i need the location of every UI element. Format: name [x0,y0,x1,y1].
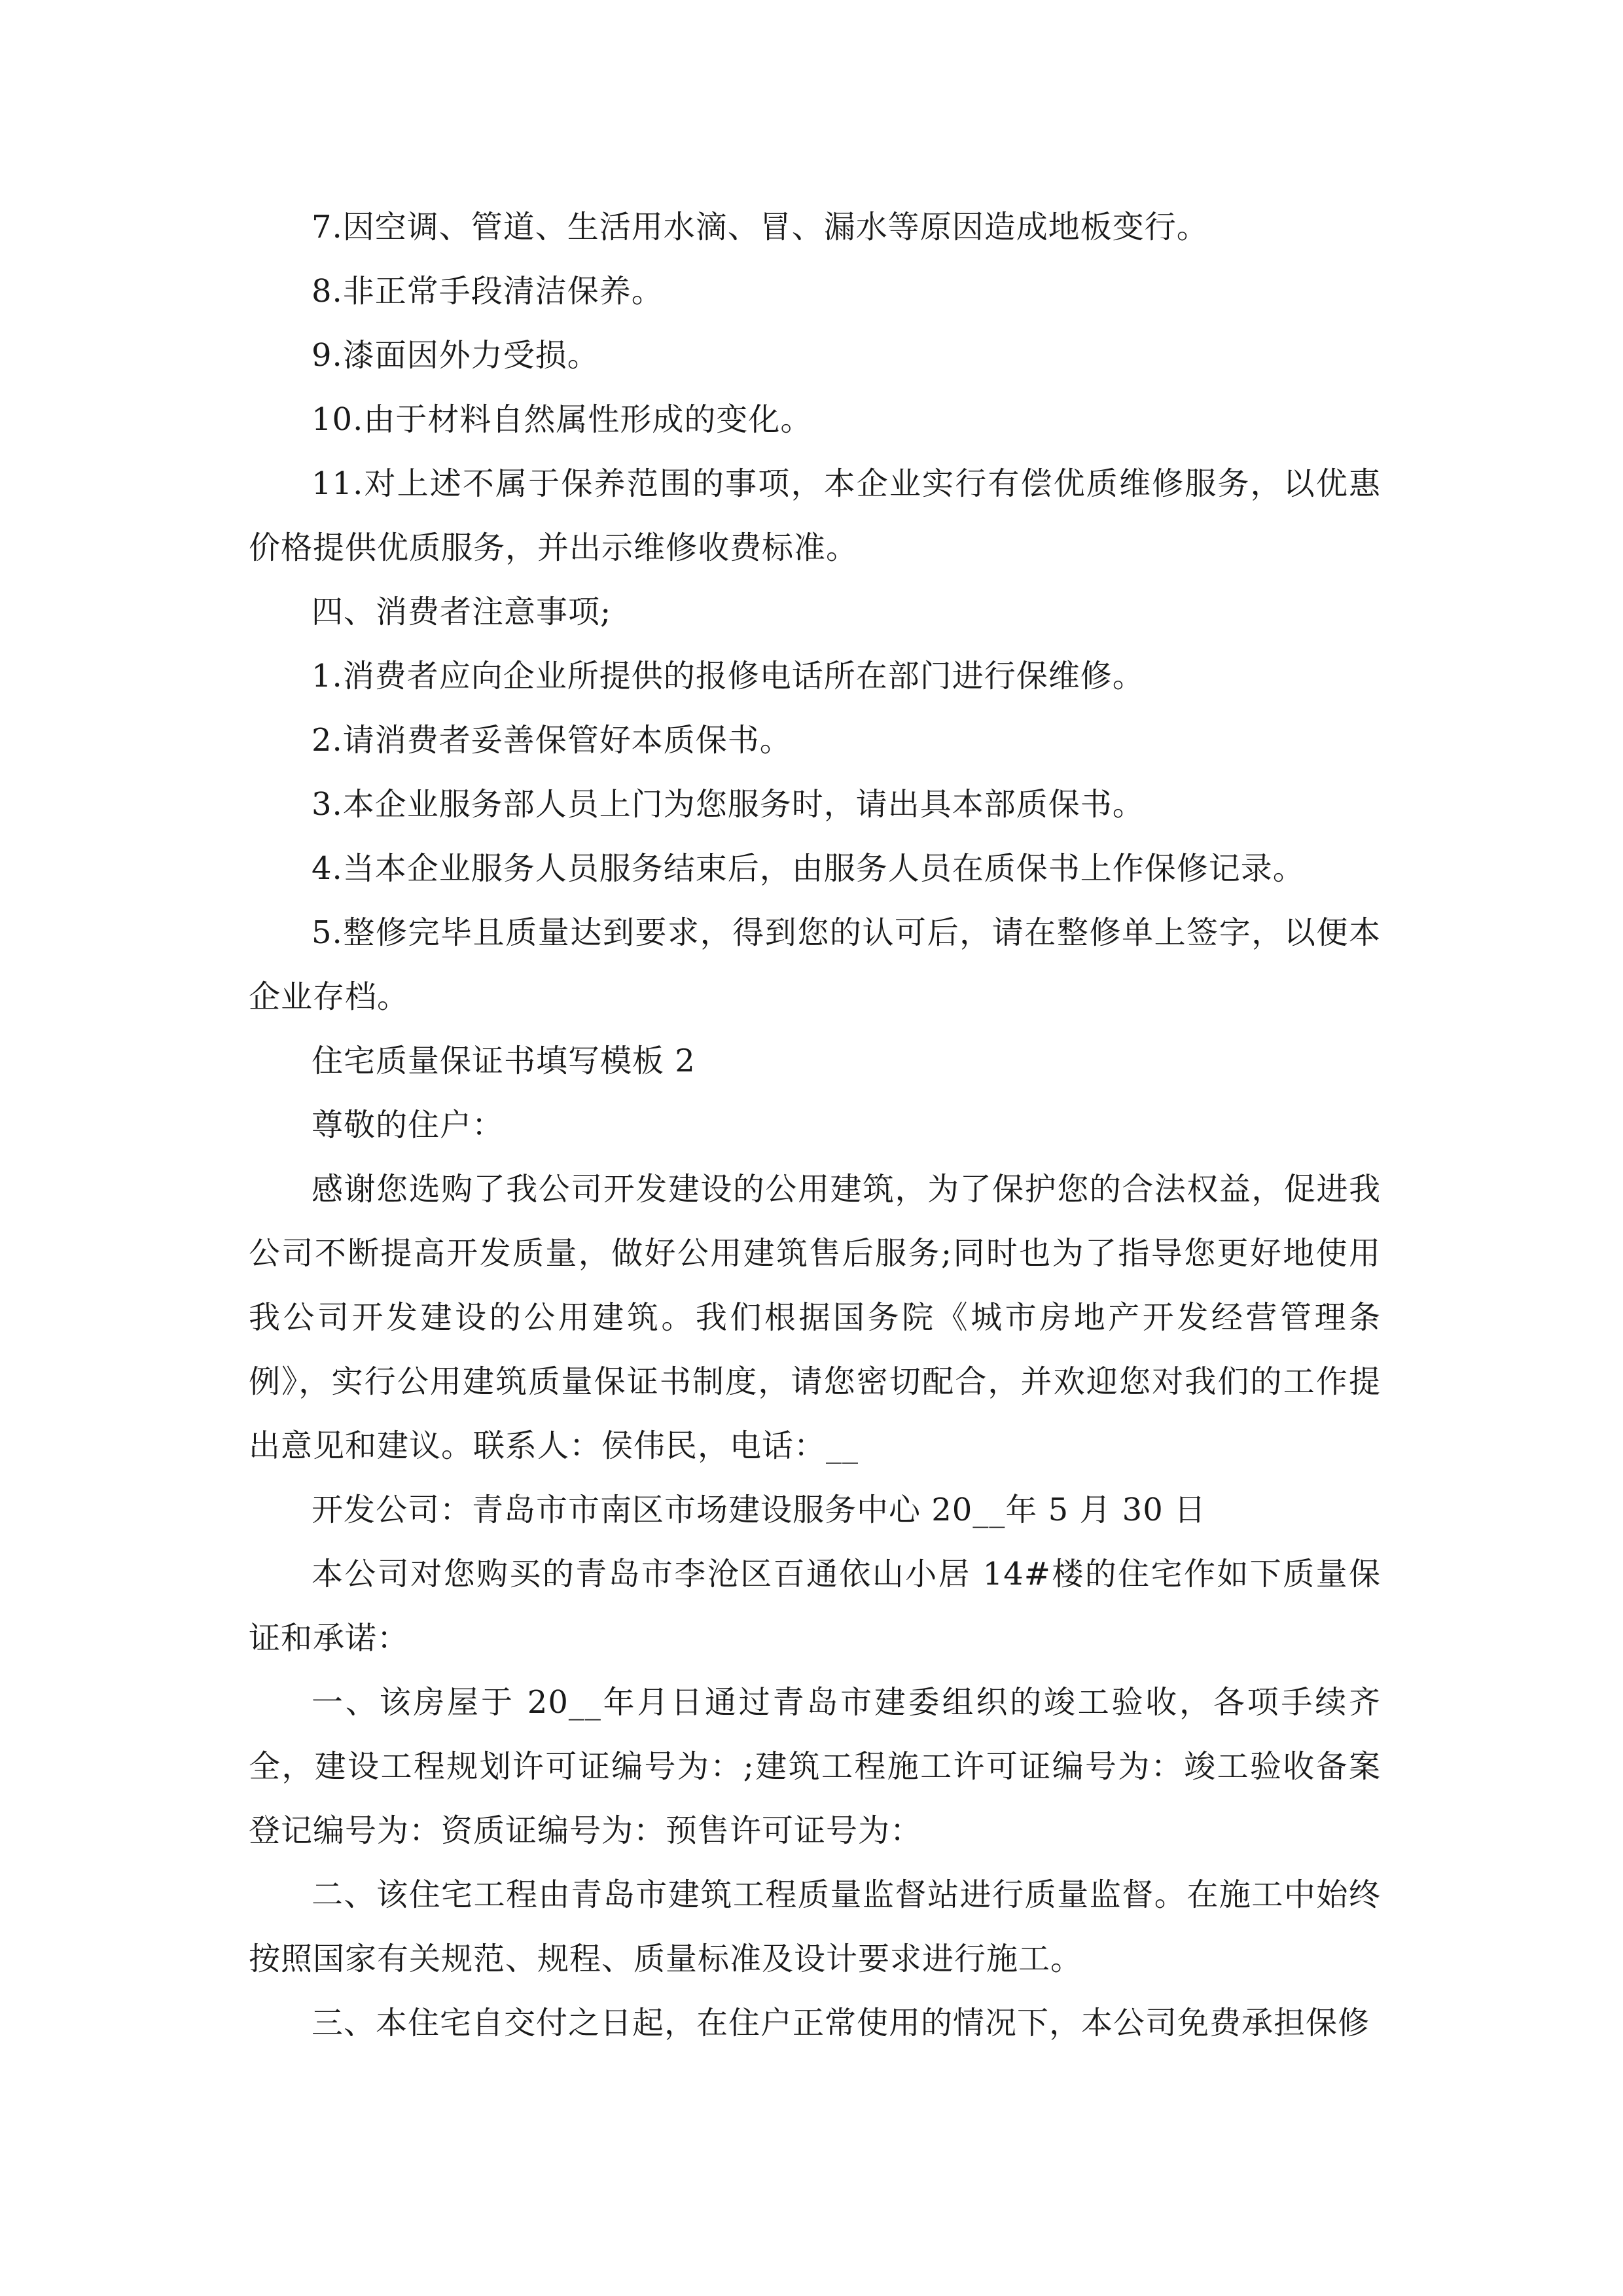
salutation: 尊敬的住户： [312,1107,505,1143]
paragraph-note-3: 3.本企业服务部人员上门为您服务时，请出具本部质保书。 [312,786,1145,823]
clause-one: 一、该房屋于 20__年月日通过青岛市建委组织的竣工验收，各项手续齐全，建设工程规划许可证编号为：;建筑工程施工许可证编号为：竣工验收备案登记编号为：资质证编号为：预售许可证号为： [249,1684,1381,1849]
paragraph-item-11: 11.对上述不属于保养范围的事项，本企业实行有偿优质维修服务，以优惠价格提供优质服务，并出示维修收费标准。 [249,465,1381,566]
document-body [249,195,1381,2055]
paragraph-note-1: 1.消费者应向企业所提供的报修电话所在部门进行保维修。 [312,658,1145,694]
paragraph-note-4: 4.当本企业服务人员服务结束后，由服务人员在质保书上作保修记录。 [312,850,1305,887]
intro-paragraph: 感谢您选购了我公司开发建设的公用建筑，为了保护您的合法权益，促进我公司不断提高开发质量，做好公用建筑售后服务;同时也为了指导您更好地使用我公司开发建设的公用建筑。我们根据国务院《城市房地产开发经营管理条例》，实行公用建筑质量保证书制度，请您密切配合，并欢迎您对我们的工作提出意见和建议。联系人：侯伟民，电话：__ [249,1171,1381,1464]
section-heading-consumer-notes: 四、消费者注意事项; [312,594,612,630]
commitment-paragraph: 本公司对您购买的青岛市李沧区百通依山小居 14#楼的住宅作如下质量保证和承诺： [249,1556,1381,1657]
paragraph-item-10: 10.由于材料自然属性形成的变化。 [312,401,813,438]
template-title: 住宅质量保证书填写模板 2 [312,1043,696,1079]
paragraph-item-8: 8.非正常手段清洁保养。 [312,273,664,310]
paragraph-note-2: 2.请消费者妥善保管好本质保书。 [312,722,792,759]
paragraph-item-7: 7.因空调、管道、生活用水滴、冒、漏水等原因造成地板变行。 [312,209,1209,245]
developer-line: 开发公司：青岛市市南区市场建设服务中心 20__年 5 月 30 日 [312,1492,1206,1528]
paragraph-note-5: 5.整修完毕且质量达到要求，得到您的认可后，请在整修单上签字，以便本企业存档。 [249,914,1381,1015]
clause-three: 三、本住宅自交付之日起，在住户正常使用的情况下，本公司免费承担保修 [312,2005,1370,2041]
clause-two: 二、该住宅工程由青岛市建筑工程质量监督站进行质量监督。在施工中始终按照国家有关规范、规程、质量标准及设计要求进行施工。 [249,1876,1381,1977]
paragraph-item-9: 9.漆面因外力受损。 [312,337,599,374]
